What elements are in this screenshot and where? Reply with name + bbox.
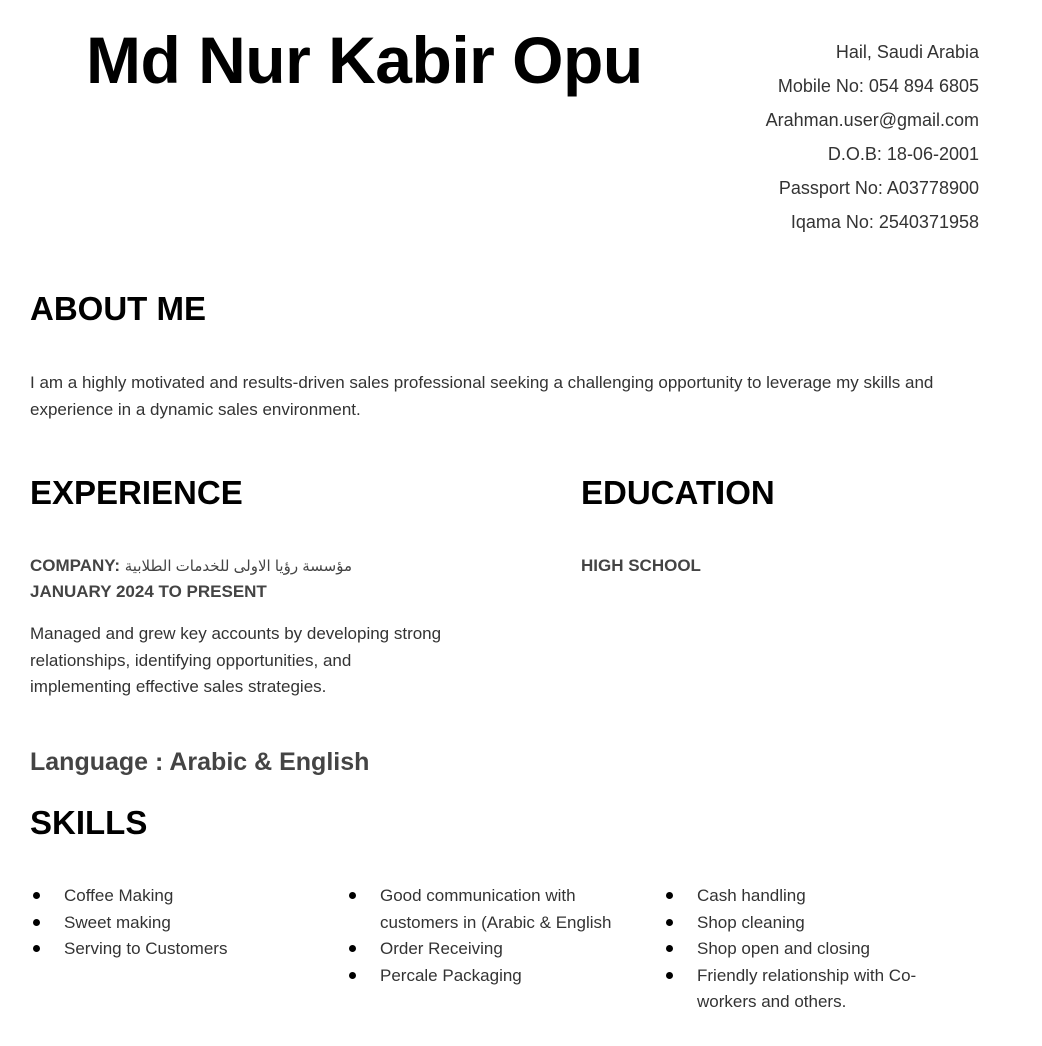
iqama-text: Iqama No: 2540371958 bbox=[790, 212, 979, 232]
skill-item: Order Receiving bbox=[346, 936, 646, 963]
location-text: Hail, Saudi Arabia bbox=[835, 42, 979, 62]
skill-item: Shop open and closing bbox=[663, 936, 953, 963]
about-text: I am a highly motivated and results-driven sales professional seeking a challenging opportunity to leverage my skills and experience in a dynamic sales environment. bbox=[30, 373, 934, 419]
skill-item: Good communication with customers in (Arabic & English bbox=[346, 883, 646, 936]
language-line: Language : Arabic & English bbox=[30, 748, 370, 776]
job-period: JANUARY 2024 TO PRESENT bbox=[30, 582, 267, 601]
candidate-name: Md Nur Kabir Opu bbox=[86, 23, 643, 97]
contact-info bbox=[766, 38, 979, 242]
company-line bbox=[30, 553, 352, 579]
job-details bbox=[30, 553, 352, 604]
skill-item: Serving to Customers bbox=[30, 936, 320, 963]
experience-heading: EXPERIENCE bbox=[30, 474, 243, 511]
skill-item: Friendly relationship with Co-workers and others. bbox=[663, 963, 953, 1016]
skill-item: Sweet making bbox=[30, 910, 320, 937]
education-heading: EDUCATION bbox=[581, 474, 775, 511]
skill-item: Cash handling bbox=[663, 883, 953, 910]
skills-column-3 bbox=[663, 883, 953, 1016]
skills-column-1 bbox=[30, 883, 320, 963]
skills-column-2 bbox=[346, 883, 646, 989]
passport-text: Passport No: A03778900 bbox=[778, 178, 979, 198]
job-description: Managed and grew key accounts by developing strong relationships, identifying opportunities, and implementing effective sales strategies. bbox=[30, 624, 442, 696]
skill-item: Shop cleaning bbox=[663, 910, 953, 937]
dob-text: D.O.B: 18-06-2001 bbox=[827, 144, 979, 164]
skill-item: Percale Packaging bbox=[346, 963, 646, 990]
about-heading: ABOUT ME bbox=[30, 290, 206, 327]
company-name: مؤسسة رؤيا الاولى للخدمات الطلابية bbox=[124, 558, 353, 575]
company-label: COMPANY: bbox=[30, 556, 121, 575]
skill-item: Coffee Making bbox=[30, 883, 320, 910]
education-item: HIGH SCHOOL bbox=[581, 556, 701, 575]
mobile-text: Mobile No: 054 894 6805 bbox=[777, 76, 979, 96]
skills-heading: SKILLS bbox=[30, 804, 148, 841]
email-text: Arahman.user@gmail.com bbox=[765, 110, 979, 130]
